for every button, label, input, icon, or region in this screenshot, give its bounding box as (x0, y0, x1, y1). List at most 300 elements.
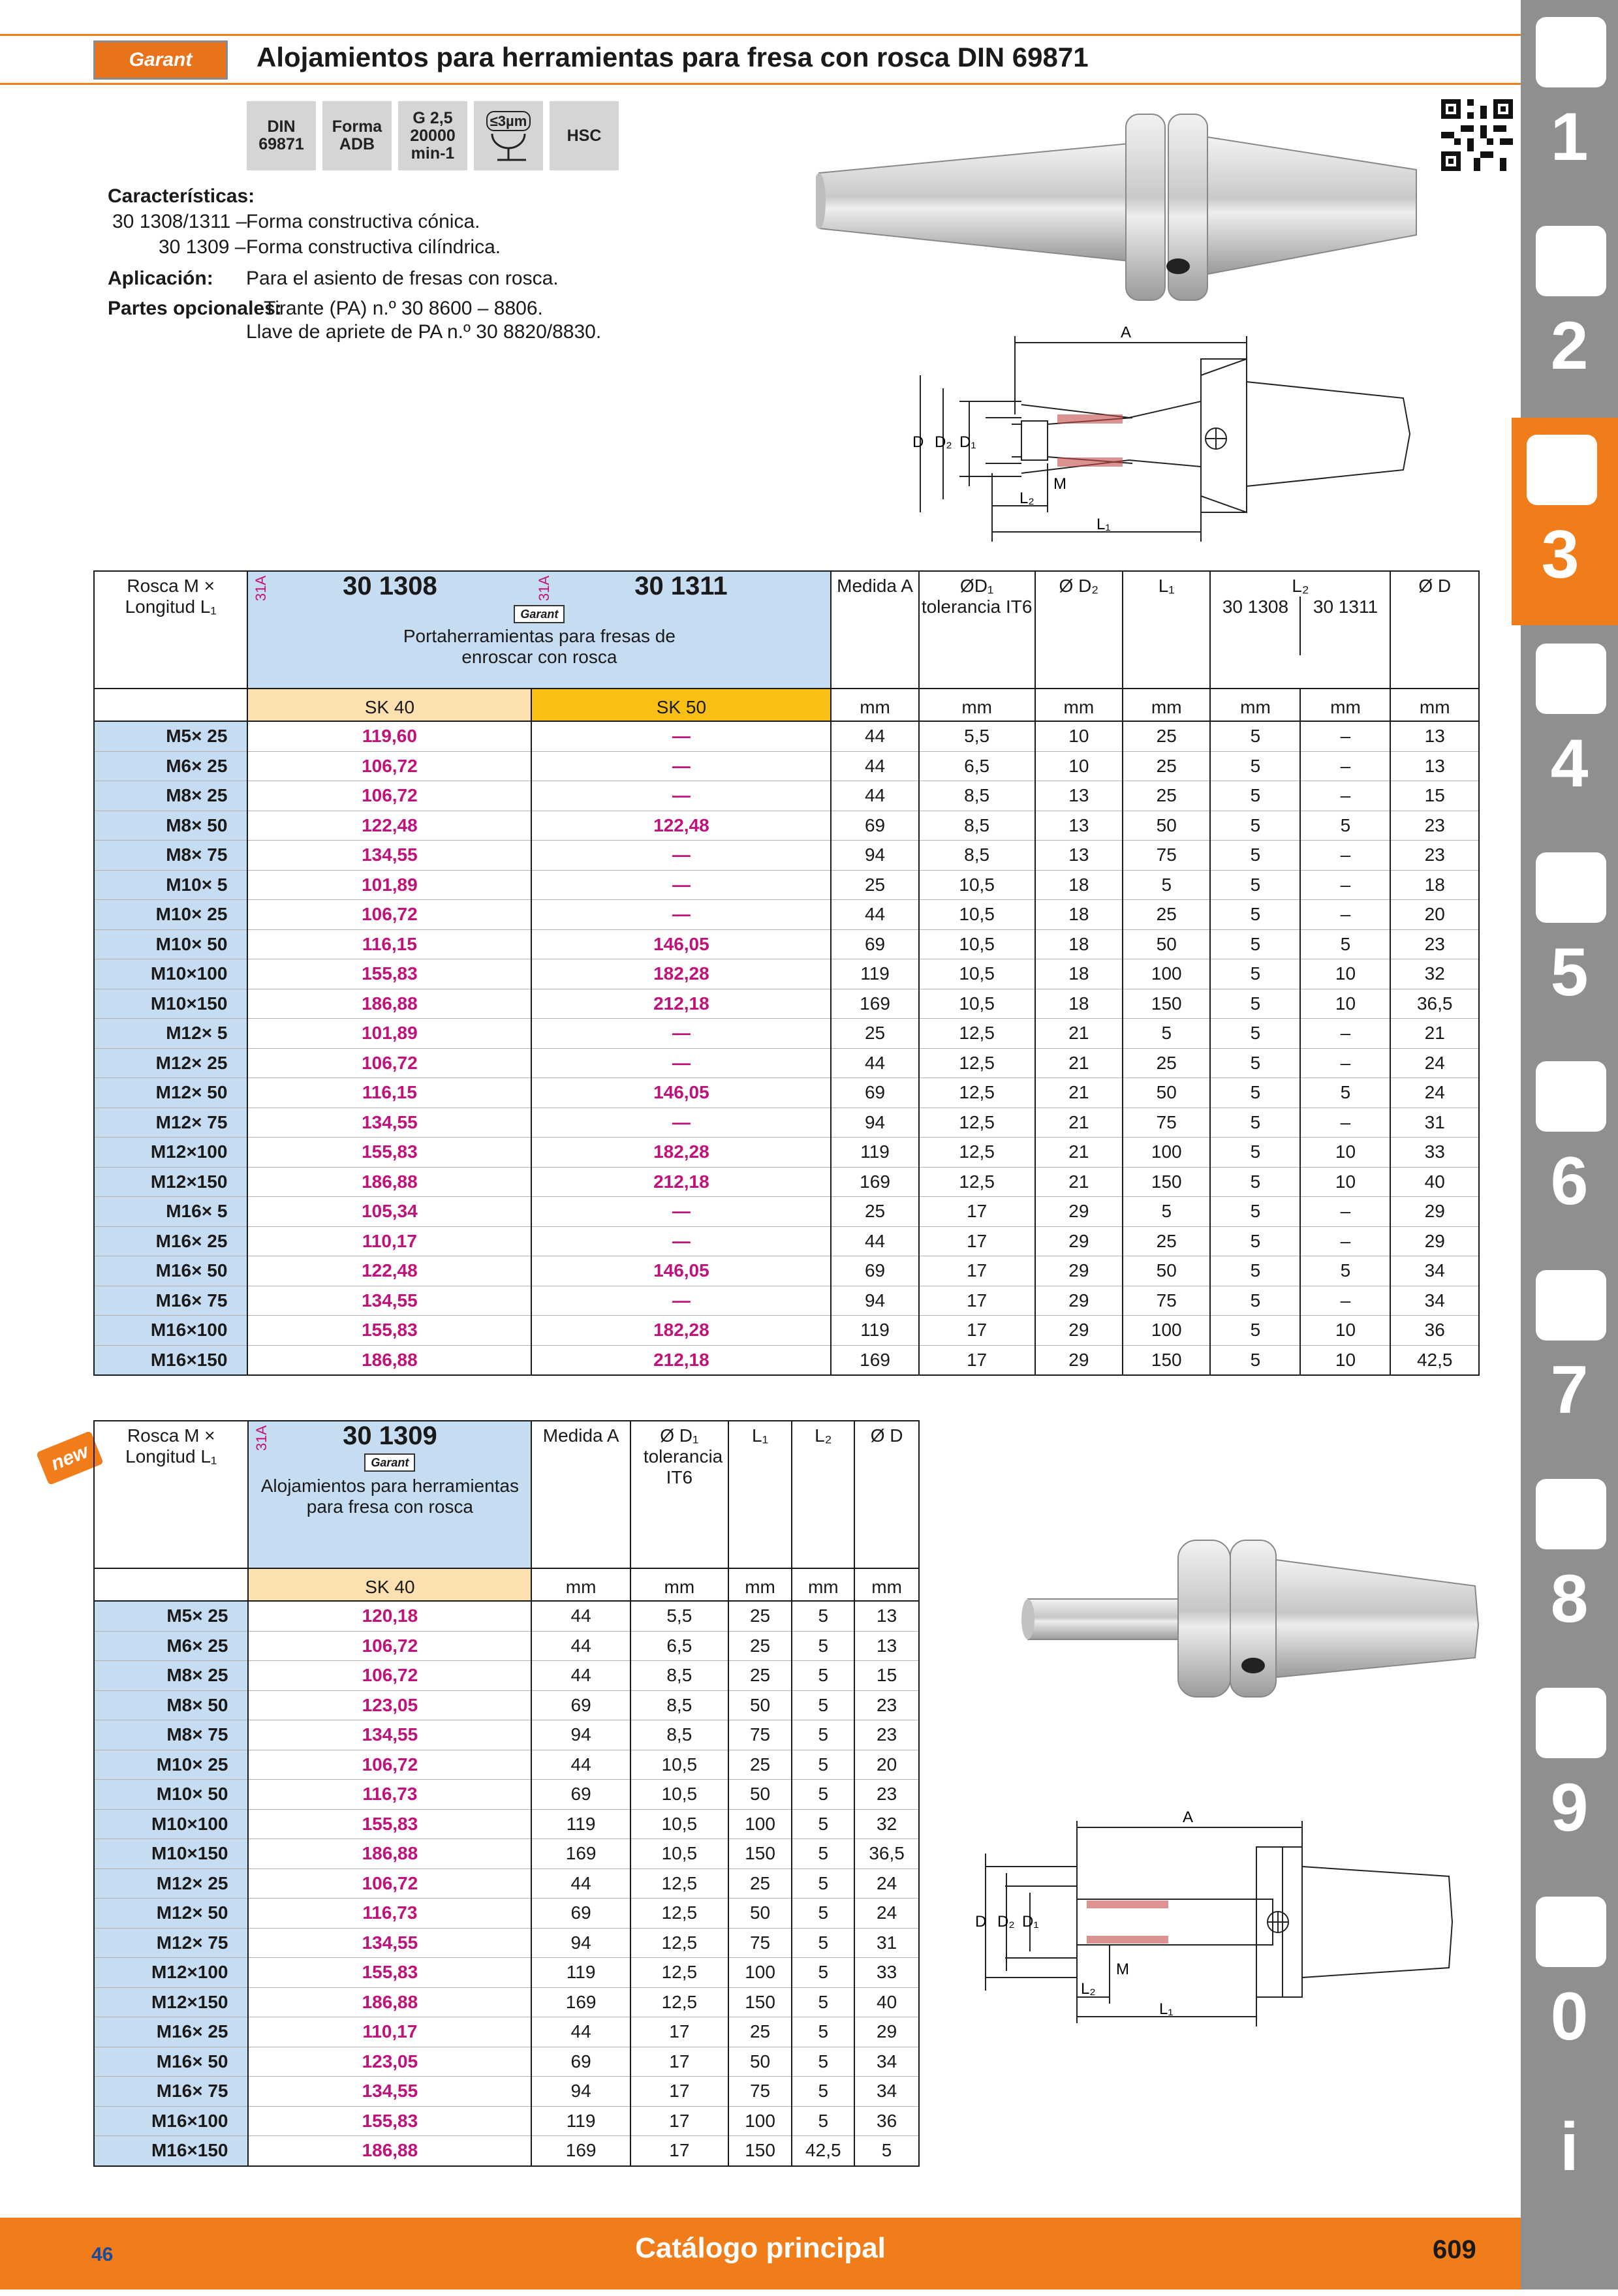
chapter-tab-9[interactable] (1521, 1671, 1618, 1878)
dimension-cell: 17 (630, 2136, 728, 2166)
dim-label-A: A (1121, 324, 1132, 341)
col-header-D1: ØD₁ tolerancia IT6 (919, 571, 1035, 689)
dimension-cell: 100 (1123, 1316, 1210, 1346)
dimension-cell: 13 (1035, 811, 1123, 841)
price-cell: 155,83 (248, 1809, 531, 1839)
dimension-cell: 94 (831, 1286, 918, 1316)
dimension-cell: 5 (1210, 781, 1300, 811)
thread-size-cell: M16× 25 (94, 1226, 247, 1256)
thread-size-cell: M6× 25 (94, 751, 247, 781)
table-row (94, 1928, 919, 1958)
price-cell: 101,89 (247, 870, 531, 900)
dimension-cell: 5 (1210, 989, 1300, 1019)
article-30-1309: 30 1309 (343, 1421, 437, 1450)
dimension-cell: 24 (854, 1869, 919, 1899)
table-row (94, 1839, 919, 1869)
dimension-cell: 150 (728, 2136, 792, 2166)
price-cell: 155,83 (248, 2106, 531, 2136)
dimension-cell: 17 (630, 2077, 728, 2107)
dimension-cell: 8,5 (919, 841, 1035, 871)
price-cell: 110,17 (248, 2017, 531, 2047)
table-row (94, 1869, 919, 1899)
dimension-cell: 25 (1123, 781, 1210, 811)
thread-size-cell: M12× 25 (94, 1869, 248, 1899)
article-30-1311: 30 1311 (634, 572, 728, 600)
thread-size-cell: M16× 75 (94, 1286, 247, 1316)
dimension-cell: – (1300, 1108, 1390, 1138)
new-badge: new (36, 1431, 104, 1485)
thread-size-cell: M10×100 (94, 959, 247, 989)
price-cell: 116,15 (247, 1078, 531, 1108)
thread-size-cell: M16×100 (94, 2106, 248, 2136)
table-row (94, 1750, 919, 1780)
table-row (94, 1108, 1479, 1138)
table-row (94, 1987, 919, 2017)
dimension-cell: 69 (831, 811, 918, 841)
chapter-tab-8[interactable] (1521, 1462, 1618, 1669)
application-label: Aplicación: (108, 268, 213, 289)
dimension-cell: 5 (792, 2017, 854, 2047)
table-row (94, 989, 1479, 1019)
col-header-A: Medida A (831, 571, 918, 689)
dimension-cell: 21 (1035, 1167, 1123, 1197)
dimension-cell: 10 (1300, 1345, 1390, 1375)
dimension-cell: 5 (854, 2136, 919, 2166)
dimension-cell: 24 (1390, 1078, 1479, 1108)
dimension-cell: 20 (854, 1750, 919, 1780)
chapter-tab-0[interactable] (1521, 1880, 1618, 2087)
dimension-cell: 34 (854, 2077, 919, 2107)
thread-size-cell: M16×150 (94, 2136, 248, 2166)
dimension-cell: 5 (792, 1631, 854, 1661)
thread-size-cell: M10×100 (94, 1809, 248, 1839)
dimension-cell: 69 (531, 1690, 630, 1720)
dimension-cell: 25 (1123, 900, 1210, 930)
price-cell: 116,73 (248, 1780, 531, 1810)
dimension-cell: 21 (1035, 1108, 1123, 1138)
t2-col-header-D1: Ø D₁ tolerancia IT6 (630, 1421, 728, 1568)
dimension-cell: 100 (728, 2106, 792, 2136)
chapter-number: 5 (1550, 935, 1589, 1010)
dimension-cell: 5 (792, 1661, 854, 1691)
thread-size-cell: M12×150 (94, 1167, 247, 1197)
dimension-cell: 44 (831, 751, 918, 781)
footer-catalog-title: Catálogo principal (635, 2232, 886, 2264)
t2-dim-label-M: M (1116, 1961, 1129, 1978)
dimension-cell: 44 (531, 1750, 630, 1780)
chapter-tab-i[interactable] (1521, 2088, 1618, 2296)
dimension-cell: 5,5 (919, 721, 1035, 751)
price-cell: — (531, 900, 831, 930)
dimension-cell: 29 (1035, 1226, 1123, 1256)
price-cell: — (531, 1286, 831, 1316)
unit-L2-1311: mm (1300, 689, 1390, 721)
technical-drawing-cylindrical (966, 1801, 1462, 2030)
dimension-cell: 5 (1123, 1197, 1210, 1227)
dimension-cell: 169 (831, 1167, 918, 1197)
dimension-cell: 21 (1390, 1019, 1479, 1049)
dimension-cell: 50 (728, 2047, 792, 2077)
dimension-cell: 17 (919, 1286, 1035, 1316)
price-cell: 186,88 (247, 989, 531, 1019)
dimension-cell: 5 (792, 1839, 854, 1869)
dimension-cell: 5 (1210, 1108, 1300, 1138)
table-30-1309 (93, 1420, 920, 2167)
sk40-label: SK 40 (247, 689, 531, 721)
dimension-cell: 150 (728, 1987, 792, 2017)
page-number: 609 (1433, 2235, 1476, 2264)
table-30-1308-1311 (93, 570, 1480, 1376)
dimension-cell: 100 (728, 1809, 792, 1839)
thread-size-cell: M16× 5 (94, 1197, 247, 1227)
chapter-tab-4[interactable] (1521, 627, 1618, 834)
dimension-cell: 44 (831, 1226, 918, 1256)
price-cell: 182,28 (531, 1316, 831, 1346)
price-cell: — (531, 1226, 831, 1256)
table-row (94, 811, 1479, 841)
dimension-cell: 32 (854, 1809, 919, 1839)
t2-col-header-A: Medida A (531, 1421, 630, 1568)
dimension-cell: 33 (1390, 1138, 1479, 1168)
dimension-cell: 12,5 (919, 1108, 1035, 1138)
t2-dim-label-D: D (975, 1913, 987, 1931)
table-row (94, 1601, 919, 1631)
dimension-cell: 44 (531, 1869, 630, 1899)
dimension-cell: 5 (1210, 1256, 1300, 1286)
chapter-tab-2[interactable] (1521, 209, 1618, 416)
dimension-cell: 10,5 (919, 989, 1035, 1019)
dimension-cell: 12,5 (630, 1958, 728, 1988)
t2-col-header-article (248, 1421, 531, 1568)
header-rule-top (0, 34, 1521, 36)
thread-size-cell: M8× 25 (94, 1661, 248, 1691)
dimension-cell: 5 (792, 1690, 854, 1720)
table-row (94, 1316, 1479, 1346)
dimension-cell: 5 (1210, 841, 1300, 871)
price-cell: 122,48 (247, 1256, 531, 1286)
form-badge (322, 101, 392, 170)
price-cell: 122,48 (531, 811, 831, 841)
dimension-cell: 69 (531, 1899, 630, 1929)
price-cell: 134,55 (248, 1928, 531, 1958)
chapter-icon (1536, 1897, 1606, 1967)
dimension-cell: 10,5 (919, 900, 1035, 930)
dimension-cell: 13 (854, 1631, 919, 1661)
dimension-cell: 10,5 (630, 1809, 728, 1839)
dimension-cell: 169 (531, 2136, 630, 2166)
price-cell: 134,55 (248, 2077, 531, 2107)
holder-photo-conical (816, 98, 1429, 320)
dimension-cell: 10 (1035, 721, 1123, 751)
chapter-icon (1536, 1479, 1606, 1549)
thread-size-cell: M10×150 (94, 1839, 248, 1869)
dimension-cell: 5 (792, 1809, 854, 1839)
dimension-cell: 21 (1035, 1138, 1123, 1168)
dimension-cell: 5 (1210, 751, 1300, 781)
price-cell: 116,73 (248, 1899, 531, 1929)
optional-parts-text-1: Tirante (PA) n.º 30 8600 – 8806. (264, 298, 543, 319)
dimension-cell: 17 (919, 1226, 1035, 1256)
thread-size-cell: M12×100 (94, 1138, 247, 1168)
dimension-cell: 5 (792, 1750, 854, 1780)
dimension-cell: 25 (1123, 1226, 1210, 1256)
thread-size-cell: M12× 50 (94, 1899, 248, 1929)
t2-col-header-thread: Rosca M × Longitud L₁ (94, 1421, 248, 1568)
table2-body (94, 1601, 919, 2166)
price-cell: 212,18 (531, 1167, 831, 1197)
thread-size-cell: M12× 5 (94, 1019, 247, 1049)
dimension-cell: 25 (728, 2017, 792, 2047)
price-cell: 134,55 (247, 1108, 531, 1138)
thread-size-cell: M5× 25 (94, 1601, 248, 1631)
dimension-cell: 100 (728, 1958, 792, 1988)
dimension-cell: 5 (1123, 1019, 1210, 1049)
dimension-cell: 23 (854, 1780, 919, 1810)
optional-parts-label: Partes opcionales: (108, 298, 282, 319)
dimension-cell: 23 (1390, 841, 1479, 871)
dimension-cell: 10 (1300, 1316, 1390, 1346)
price-cell: 212,18 (531, 1345, 831, 1375)
dimension-cell: 6,5 (919, 751, 1035, 781)
optional-parts-text-2: Llave de apriete de PA n.º 30 8820/8830. (246, 321, 602, 343)
dimension-cell: 31 (1390, 1108, 1479, 1138)
thread-size-cell: M10× 25 (94, 1750, 248, 1780)
dimension-cell: 169 (831, 989, 918, 1019)
dimension-cell: 36 (1390, 1316, 1479, 1346)
table-row (94, 1958, 919, 1988)
chapter-icon (1536, 644, 1606, 714)
dimension-cell: 5 (792, 2077, 854, 2107)
dimension-cell: 50 (1123, 929, 1210, 959)
unit-D: mm (1390, 689, 1479, 721)
table-row (94, 1019, 1479, 1049)
runout-badge-label: ≤3µm (486, 111, 531, 131)
dimension-cell: 50 (728, 1780, 792, 1810)
dimension-cell: 10,5 (630, 1750, 728, 1780)
t2-unit-L1: mm (728, 1568, 792, 1601)
dimension-cell: 75 (728, 1928, 792, 1958)
price-cell: — (531, 1108, 831, 1138)
price-cell: 146,05 (531, 1256, 831, 1286)
dimension-cell: – (1300, 1048, 1390, 1078)
table-row (94, 1661, 919, 1691)
chapter-icon (1536, 1688, 1606, 1758)
thread-size-cell: M12× 25 (94, 1048, 247, 1078)
dimension-cell: 8,5 (630, 1690, 728, 1720)
chapter-icon (1536, 852, 1606, 923)
price-cell: 182,28 (531, 1138, 831, 1168)
dimension-cell: 10 (1300, 1138, 1390, 1168)
dimension-cell: 44 (831, 721, 918, 751)
unit-D1: mm (919, 689, 1035, 721)
chapter-number: 2 (1550, 308, 1589, 384)
dim-label-D: D (912, 433, 924, 451)
dimension-cell: 13 (854, 1601, 919, 1631)
dimension-cell: 50 (1123, 811, 1210, 841)
dimension-cell: 5 (1123, 870, 1210, 900)
dimension-cell: 21 (1035, 1078, 1123, 1108)
price-cell: 134,55 (247, 1286, 531, 1316)
dimension-cell: 34 (1390, 1286, 1479, 1316)
dimension-cell: 13 (1035, 841, 1123, 871)
dimension-cell: 94 (531, 1928, 630, 1958)
dimension-cell: – (1300, 841, 1390, 871)
price-cell: 186,88 (247, 1345, 531, 1375)
thread-size-cell: M10× 50 (94, 1780, 248, 1810)
dimension-cell: 69 (831, 1078, 918, 1108)
dimension-cell: 23 (854, 1720, 919, 1750)
feature-1-text: Forma constructiva cónica. (246, 211, 480, 232)
dimension-cell: – (1300, 721, 1390, 751)
dimension-cell: 17 (919, 1316, 1035, 1346)
thread-size-cell: M12× 75 (94, 1928, 248, 1958)
price-cell: 110,17 (247, 1226, 531, 1256)
dimension-cell: 94 (831, 1108, 918, 1138)
unit-L2-1308: mm (1210, 689, 1300, 721)
dimension-cell: 24 (1390, 1048, 1479, 1078)
dimension-cell: 5 (1300, 929, 1390, 959)
dimension-cell: 5 (1210, 959, 1300, 989)
t2-dim-label-L2: L₂ (1081, 1980, 1096, 1998)
dimension-cell: 94 (831, 841, 918, 871)
unit-L1: mm (1123, 689, 1210, 721)
dimension-cell: – (1300, 1197, 1390, 1227)
dimension-cell: 29 (1390, 1226, 1479, 1256)
dimension-cell: 25 (728, 1661, 792, 1691)
dimension-cell: 119 (531, 1958, 630, 1988)
dimension-cell: 44 (531, 1661, 630, 1691)
thread-size-cell: M12× 75 (94, 1108, 247, 1138)
form-badge-label: Forma ADB (332, 117, 382, 153)
table-row (94, 2047, 919, 2077)
dimension-cell: 32 (1390, 959, 1479, 989)
dimension-cell: 36 (854, 2106, 919, 2136)
dimension-cell: 29 (1035, 1316, 1123, 1346)
table1-body (94, 721, 1479, 1375)
dimension-cell: 5 (1210, 929, 1300, 959)
price-cell: 120,18 (248, 1601, 531, 1631)
price-cell: 101,89 (247, 1019, 531, 1049)
table-row (94, 2106, 919, 2136)
dimension-cell: 50 (728, 1899, 792, 1929)
thread-size-cell: M10×150 (94, 989, 247, 1019)
table-row (94, 841, 1479, 871)
table-row (94, 2136, 919, 2166)
table-row (94, 751, 1479, 781)
chapter-tab-3[interactable] (1512, 418, 1618, 625)
tag-31a-left: 31A (253, 576, 270, 602)
price-cell: 186,88 (247, 1167, 531, 1197)
dimension-cell: – (1300, 751, 1390, 781)
dimension-cell: 69 (831, 929, 918, 959)
table-row (94, 1899, 919, 1929)
dimension-cell: 8,5 (919, 781, 1035, 811)
dimension-cell: 5 (792, 1780, 854, 1810)
dimension-cell: 34 (854, 2047, 919, 2077)
dimension-cell: 119 (831, 959, 918, 989)
table-row (94, 959, 1479, 989)
chapter-tab-1[interactable] (1521, 0, 1618, 208)
t2-unit-A: mm (531, 1568, 630, 1601)
chapter-number: i (1560, 2109, 1579, 2185)
dimension-cell: 150 (728, 1839, 792, 1869)
dimension-cell: 169 (531, 1987, 630, 2017)
chapter-tab-5[interactable] (1521, 835, 1618, 1043)
dimension-cell: 17 (919, 1197, 1035, 1227)
din-badge (247, 101, 316, 170)
thread-size-cell: M16×150 (94, 1345, 247, 1375)
dimension-cell: 6,5 (630, 1631, 728, 1661)
price-cell: 106,72 (247, 900, 531, 930)
dimension-cell: – (1300, 870, 1390, 900)
dimension-cell: 44 (831, 781, 918, 811)
dimension-cell: 169 (831, 1345, 918, 1375)
price-cell: — (531, 1197, 831, 1227)
dimension-cell: 5 (792, 2106, 854, 2136)
dimension-cell: 69 (531, 2047, 630, 2077)
price-cell: 106,72 (247, 1048, 531, 1078)
dimension-cell: 10,5 (630, 1839, 728, 1869)
dimension-cell: 5 (1210, 870, 1300, 900)
t2-unit-D1: mm (630, 1568, 728, 1601)
dimension-cell: 21 (1035, 1048, 1123, 1078)
col-header-D: Ø D (1390, 571, 1479, 689)
qr-code[interactable] (1441, 99, 1513, 171)
article-30-1308: 30 1308 (343, 572, 437, 600)
dimension-cell: 12,5 (919, 1138, 1035, 1168)
dimension-cell: 75 (728, 2077, 792, 2107)
dimension-cell: 29 (1035, 1345, 1123, 1375)
dimension-cell: 44 (531, 2017, 630, 2047)
chapter-number: 4 (1550, 726, 1589, 801)
price-cell: 119,60 (247, 721, 531, 751)
dimension-cell: 119 (531, 2106, 630, 2136)
dimension-cell: 5 (1210, 1286, 1300, 1316)
t2-garant-mini-logo: Garant (364, 1453, 415, 1472)
dimension-cell: 5 (1300, 1256, 1390, 1286)
dimension-cell: – (1300, 1226, 1390, 1256)
balance-badge-label: G 2,5 20000 min-1 (410, 108, 456, 163)
thread-size-cell: M16× 25 (94, 2017, 248, 2047)
table-row (94, 1138, 1479, 1168)
dimension-cell: 40 (854, 1987, 919, 2017)
chapter-icon (1527, 435, 1597, 505)
t2-dim-label-A: A (1183, 1808, 1194, 1826)
table-row (94, 721, 1479, 751)
hsc-badge (550, 101, 619, 170)
table-row (94, 781, 1479, 811)
price-cell: 146,05 (531, 1078, 831, 1108)
dimension-cell: 5 (1210, 900, 1300, 930)
col-header-D2: Ø D₂ (1035, 571, 1123, 689)
dimension-cell: 119 (831, 1138, 918, 1168)
dimension-cell: 150 (1123, 1345, 1210, 1375)
table-row (94, 1720, 919, 1750)
chapter-tab-7[interactable] (1521, 1253, 1618, 1461)
table-row (94, 1286, 1479, 1316)
col-header-articles (247, 571, 831, 689)
table-row (94, 1780, 919, 1810)
dimension-cell: 29 (1035, 1197, 1123, 1227)
dimension-cell: 10,5 (919, 929, 1035, 959)
price-cell: 122,48 (247, 811, 531, 841)
price-cell: 186,88 (248, 1839, 531, 1869)
dimension-cell: 18 (1390, 870, 1479, 900)
chapter-tab-6[interactable] (1521, 1044, 1618, 1252)
dimension-cell: 25 (831, 1019, 918, 1049)
dimension-cell: 5 (1210, 811, 1300, 841)
dimension-cell: 31 (854, 1928, 919, 1958)
